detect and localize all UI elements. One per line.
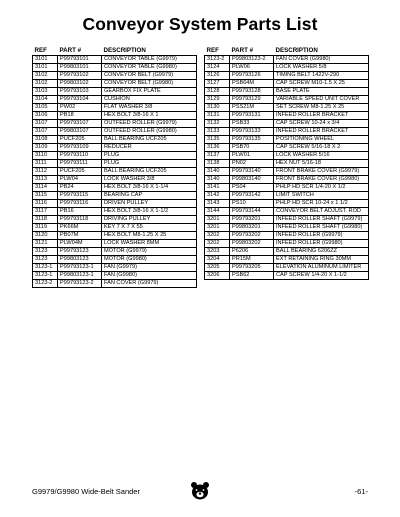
- cell-part-number: P99793103: [58, 88, 102, 96]
- bear-logo-icon: [190, 481, 210, 501]
- cell-part-number: PLW06: [230, 64, 274, 72]
- cell-description: FRONT BRAKE COVER (G9979): [274, 168, 369, 176]
- cell-part-number: PSB70: [230, 144, 274, 152]
- cell-description: FAN COVER (G9980): [274, 56, 369, 64]
- table-row: [33, 280, 197, 288]
- cell-description: INFEED ROLLER SHAFT (G9979): [274, 216, 369, 224]
- table-row: [33, 216, 197, 224]
- cell-part-number: PSS21M: [230, 104, 274, 112]
- cell-ref: 3132: [205, 120, 230, 128]
- cell-part-number: PS04: [230, 184, 274, 192]
- cell-part-number: P99793107: [58, 120, 102, 128]
- cell-ref: 3141: [205, 184, 230, 192]
- cell-description: LOCK WASHER 3/8: [102, 176, 197, 184]
- header-part: PART #: [59, 47, 82, 54]
- cell-description: BASE PLATE: [274, 88, 369, 96]
- cell-part-number: PLW04: [58, 176, 102, 184]
- cell-description: LOCK WASHER 5/16: [274, 152, 369, 160]
- cell-description: HEX BOLT 3/8-16 X 1-1/2: [102, 208, 197, 216]
- cell-description: CONVEYOR TABLE (G9979): [102, 56, 197, 64]
- cell-part-number: P99803102: [58, 80, 102, 88]
- table-row: [33, 160, 197, 168]
- header-description: DESCRIPTION: [103, 47, 146, 54]
- cell-ref: 3101: [33, 56, 58, 64]
- cell-description: SET SCREW M8-1.25 X 25: [274, 104, 369, 112]
- cell-description: CAP SCREW 1/4-20 X 1-1/2: [274, 272, 369, 280]
- cell-ref: 3121: [33, 240, 58, 248]
- cell-part-number: P99793115: [58, 192, 102, 200]
- table-row: [33, 184, 197, 192]
- table-row: [205, 216, 369, 224]
- cell-description: INFEED ROLLER BRACKET: [274, 112, 369, 120]
- cell-part-number: P99793129: [230, 96, 274, 104]
- table-row: [33, 64, 197, 72]
- table-row: [205, 272, 369, 280]
- table-row: [33, 256, 197, 264]
- cell-part-number: PN02: [230, 160, 274, 168]
- cell-ref: 3136: [205, 144, 230, 152]
- cell-part-number: P99793102: [58, 72, 102, 80]
- table-row: [33, 104, 197, 112]
- cell-ref: 3205: [205, 264, 230, 272]
- cell-description: CAP SCREW 10-24 x 3/4: [274, 120, 369, 128]
- cell-part-number: PUCF205: [58, 136, 102, 144]
- cell-description: FLAT WASHER 3/8: [102, 104, 197, 112]
- cell-ref: 3123-1: [33, 264, 58, 272]
- cell-ref: 3123-1: [33, 272, 58, 280]
- cell-part-number: P99803123-1: [58, 272, 102, 280]
- cell-description: REDUCER: [102, 144, 197, 152]
- cell-part-number: P99793104: [58, 96, 102, 104]
- cell-part-number: PLW04M: [58, 240, 102, 248]
- table-row: [33, 248, 197, 256]
- table-row: [205, 88, 369, 96]
- table-row: [205, 104, 369, 112]
- table-row: [205, 208, 369, 216]
- cell-ref: 3101: [33, 64, 58, 72]
- cell-description: KEY 7 X 7 X 55: [102, 224, 197, 232]
- cell-part-number: P99793144: [230, 208, 274, 216]
- cell-part-number: P99793202: [230, 232, 274, 240]
- cell-part-number: P99793201: [230, 216, 274, 224]
- cell-ref: 3117: [33, 208, 58, 216]
- table-row: [33, 232, 197, 240]
- table-row: [205, 240, 369, 248]
- cell-part-number: P99793123: [58, 248, 102, 256]
- cell-description: BALL BEARING 6206ZZ: [274, 248, 369, 256]
- table-row: [205, 136, 369, 144]
- cell-part-number: P99793123-1: [58, 264, 102, 272]
- cell-description: INFEED ROLLER SHAFT (G9980): [274, 224, 369, 232]
- cell-description: CONVEYOR BELT ADJUST. ROD: [274, 208, 369, 216]
- header-ref: REF: [206, 47, 219, 54]
- table-row: [33, 80, 197, 88]
- cell-part-number: P99793118: [58, 216, 102, 224]
- cell-part-number: P99793142: [230, 192, 274, 200]
- parts-table: [204, 46, 369, 280]
- cell-description: HEX NUT 5/16-18: [274, 160, 369, 168]
- cell-ref: 3140: [205, 176, 230, 184]
- cell-part-number: PK66M: [58, 224, 102, 232]
- cell-description: DRIVING PULLEY: [102, 216, 197, 224]
- parts-table: [32, 46, 197, 288]
- table-row: [205, 160, 369, 168]
- cell-part-number: PB16: [58, 208, 102, 216]
- cell-ref: 3106: [33, 112, 58, 120]
- cell-ref: 3201: [205, 216, 230, 224]
- page-title: Conveyor System Parts List: [82, 14, 318, 34]
- table-row: [33, 272, 197, 280]
- cell-part-number: P99793126: [230, 72, 274, 80]
- cell-part-number: P99803123-2: [230, 56, 274, 64]
- cell-part-number: P99793131: [230, 112, 274, 120]
- cell-ref: 3116: [33, 200, 58, 208]
- table-header-row: [205, 46, 369, 56]
- cell-description: EXT RETAINING RING 30MM: [274, 256, 369, 264]
- table-row: [205, 112, 369, 120]
- cell-part-number: PSB33: [230, 120, 274, 128]
- table-row: [205, 248, 369, 256]
- cell-ref: 3114: [33, 184, 58, 192]
- cell-part-number: P99793205: [230, 264, 274, 272]
- cell-description: FAN COVER (G9979): [102, 280, 197, 288]
- cell-part-number: P99793110: [58, 152, 102, 160]
- cell-part-number: P99793123-2: [58, 280, 102, 288]
- parts-table-right: [204, 46, 369, 280]
- table-row: [33, 224, 197, 232]
- table-header-row: [33, 46, 197, 56]
- cell-description: BALL BEARING UCF205: [102, 168, 197, 176]
- cell-ref: 3124: [205, 64, 230, 72]
- table-row: [33, 176, 197, 184]
- cell-ref: 3102: [33, 80, 58, 88]
- cell-ref: 3118: [33, 216, 58, 224]
- cell-part-number: P99793128: [230, 88, 274, 96]
- cell-part-number: P99793109: [58, 144, 102, 152]
- table-row: [33, 120, 197, 128]
- cell-ref: 3110: [33, 152, 58, 160]
- table-row: [205, 152, 369, 160]
- table-row: [205, 168, 369, 176]
- cell-description: CAP SCREW M10-1.5 X 25: [274, 80, 369, 88]
- cell-ref: 3206: [205, 272, 230, 280]
- cell-part-number: PR15M: [230, 256, 274, 264]
- cell-part-number: P99803202: [230, 240, 274, 248]
- cell-description: PHLP HD SCR 1/4-20 X 1/2: [274, 184, 369, 192]
- cell-part-number: P99793116: [58, 200, 102, 208]
- cell-description: TIMING BELT 1422V-290: [274, 72, 369, 80]
- cell-description: FAN (G9980): [102, 272, 197, 280]
- cell-description: LIMIT SWITCH: [274, 192, 369, 200]
- page-number: -61-: [354, 487, 368, 496]
- table-row: [205, 224, 369, 232]
- table-row: [205, 192, 369, 200]
- cell-part-number: PS10: [230, 200, 274, 208]
- cell-part-number: P99803107: [58, 128, 102, 136]
- cell-ref: 3131: [205, 112, 230, 120]
- cell-description: GEARBOX FIX PLATE: [102, 88, 197, 96]
- table-row: [205, 264, 369, 272]
- cell-ref: 3202: [205, 240, 230, 248]
- cell-part-number: P99803123: [58, 256, 102, 264]
- cell-ref: 3123: [33, 248, 58, 256]
- cell-part-number: P99803201: [230, 224, 274, 232]
- table-row: [33, 240, 197, 248]
- cell-description: CONVEYOR BELT (G9979): [102, 72, 197, 80]
- cell-ref: 3111: [33, 160, 58, 168]
- cell-description: PLUG: [102, 160, 197, 168]
- table-row: [33, 208, 197, 216]
- cell-ref: 3129: [205, 96, 230, 104]
- cell-part-number: P99793135: [230, 136, 274, 144]
- cell-ref: 3104: [33, 96, 58, 104]
- table-row: [205, 128, 369, 136]
- table-row: [33, 56, 197, 64]
- table-row: [33, 144, 197, 152]
- cell-ref: 3128: [205, 88, 230, 96]
- table-row: [205, 200, 369, 208]
- cell-description: LOCK WASHER 8MM: [102, 240, 197, 248]
- cell-ref: 3144: [205, 208, 230, 216]
- cell-ref: 3130: [205, 104, 230, 112]
- cell-ref: 3107: [33, 120, 58, 128]
- cell-description: HEX BOLT 3/8-16 X 1: [102, 112, 197, 120]
- cell-part-number: P99793133: [230, 128, 274, 136]
- table-row: [205, 120, 369, 128]
- header-ref: REF: [34, 47, 47, 54]
- table-row: [205, 56, 369, 64]
- table-row: [33, 112, 197, 120]
- cell-description: BALL BEARING UCF205: [102, 136, 197, 144]
- table-row: [205, 184, 369, 192]
- cell-part-number: P99793101: [58, 56, 102, 64]
- cell-ref: 3103: [33, 88, 58, 96]
- cell-ref: 3115: [33, 192, 58, 200]
- cell-part-number: PB07M: [58, 232, 102, 240]
- table-row: [33, 192, 197, 200]
- table-row: [33, 168, 197, 176]
- cell-part-number: P99803101: [58, 64, 102, 72]
- cell-description: BEARING CAP: [102, 192, 197, 200]
- cell-description: FAN (G9979): [102, 264, 197, 272]
- cell-description: CONVEYOR TABLE (G9980): [102, 64, 197, 72]
- table-row: [33, 152, 197, 160]
- cell-ref: 3135: [205, 136, 230, 144]
- table-row: [33, 136, 197, 144]
- cell-ref: 3123-2: [33, 280, 58, 288]
- cell-ref: 3123-2: [205, 56, 230, 64]
- cell-ref: 3108: [33, 136, 58, 144]
- cell-description: INFEED ROLLER (G9979): [274, 232, 369, 240]
- cell-ref: 3140: [205, 168, 230, 176]
- table-row: [205, 256, 369, 264]
- cell-part-number: PSB64M: [230, 80, 274, 88]
- cell-ref: 3203: [205, 248, 230, 256]
- cell-description: MOTOR (G9979): [102, 248, 197, 256]
- cell-description: VARIABLE SPEED UNIT COVER: [274, 96, 369, 104]
- cell-description: LOCK WASHER 5/8: [274, 64, 369, 72]
- cell-description: ELEVATION ALUMINUM LIMITER: [274, 264, 369, 272]
- cell-part-number: P99803140: [230, 176, 274, 184]
- cell-ref: 3107: [33, 128, 58, 136]
- cell-ref: 3204: [205, 256, 230, 264]
- cell-ref: 3127: [205, 80, 230, 88]
- table-row: [33, 264, 197, 272]
- cell-ref: 3201: [205, 224, 230, 232]
- table-row: [205, 64, 369, 72]
- cell-description: POSITIONING WHEEL: [274, 136, 369, 144]
- cell-description: INFEED ROLLER (G9980): [274, 240, 369, 248]
- cell-description: HEX BOLT M8-1.25 X 25: [102, 232, 197, 240]
- cell-ref: 3105: [33, 104, 58, 112]
- table-row: [33, 72, 197, 80]
- cell-ref: 3138: [205, 160, 230, 168]
- cell-ref: 3143: [205, 200, 230, 208]
- cell-description: INFEED ROLLER BRACKET: [274, 128, 369, 136]
- cell-ref: 3120: [33, 232, 58, 240]
- table-row: [205, 72, 369, 80]
- table-row: [205, 176, 369, 184]
- cell-part-number: P6206: [230, 248, 274, 256]
- cell-description: CAP SCREW 5/16-18 X 2: [274, 144, 369, 152]
- cell-part-number: PLW01: [230, 152, 274, 160]
- table-row: [33, 128, 197, 136]
- table-row: [205, 80, 369, 88]
- cell-part-number: P99793111: [58, 160, 102, 168]
- footer-model: G9979/G9980 Wide-Belt Sander: [32, 487, 140, 496]
- cell-part-number: PB18: [58, 112, 102, 120]
- table-row: [205, 96, 369, 104]
- cell-description: PHLP HD SCR 10-24 x 1 1/2: [274, 200, 369, 208]
- cell-part-number: PB24: [58, 184, 102, 192]
- cell-part-number: PSB62: [230, 272, 274, 280]
- cell-description: CUSHION: [102, 96, 197, 104]
- cell-ref: 3126: [205, 72, 230, 80]
- cell-ref: 3119: [33, 224, 58, 232]
- table-row: [205, 232, 369, 240]
- cell-part-number: P99793140: [230, 168, 274, 176]
- cell-description: PLUG: [102, 152, 197, 160]
- cell-ref: 3137: [205, 152, 230, 160]
- cell-ref: 3202: [205, 232, 230, 240]
- cell-ref: 3113: [33, 176, 58, 184]
- cell-ref: 3133: [205, 128, 230, 136]
- cell-description: DRIVEN PULLEY: [102, 200, 197, 208]
- cell-part-number: PUCF205: [58, 168, 102, 176]
- header-part: PART #: [231, 47, 254, 54]
- cell-description: HEX BOLT 3/8-16 X 1-1/4: [102, 184, 197, 192]
- cell-description: CONVEYOR BELT (G9980): [102, 80, 197, 88]
- table-row: [33, 200, 197, 208]
- table-row: [33, 88, 197, 96]
- cell-description: OUTFEED ROLLER (G9980): [102, 128, 197, 136]
- cell-ref: 3102: [33, 72, 58, 80]
- cell-ref: 3112: [33, 168, 58, 176]
- cell-part-number: PW02: [58, 104, 102, 112]
- parts-table-left: [32, 46, 197, 288]
- cell-description: OUTFEED ROLLER (G9979): [102, 120, 197, 128]
- cell-ref: 3142: [205, 192, 230, 200]
- cell-ref: 3109: [33, 144, 58, 152]
- cell-description: MOTOR (G9980): [102, 256, 197, 264]
- cell-ref: 3123: [33, 256, 58, 264]
- table-row: [33, 96, 197, 104]
- table-row: [205, 144, 369, 152]
- header-description: DESCRIPTION: [275, 47, 318, 54]
- cell-description: FRONT BRAKE COVER (G9980): [274, 176, 369, 184]
